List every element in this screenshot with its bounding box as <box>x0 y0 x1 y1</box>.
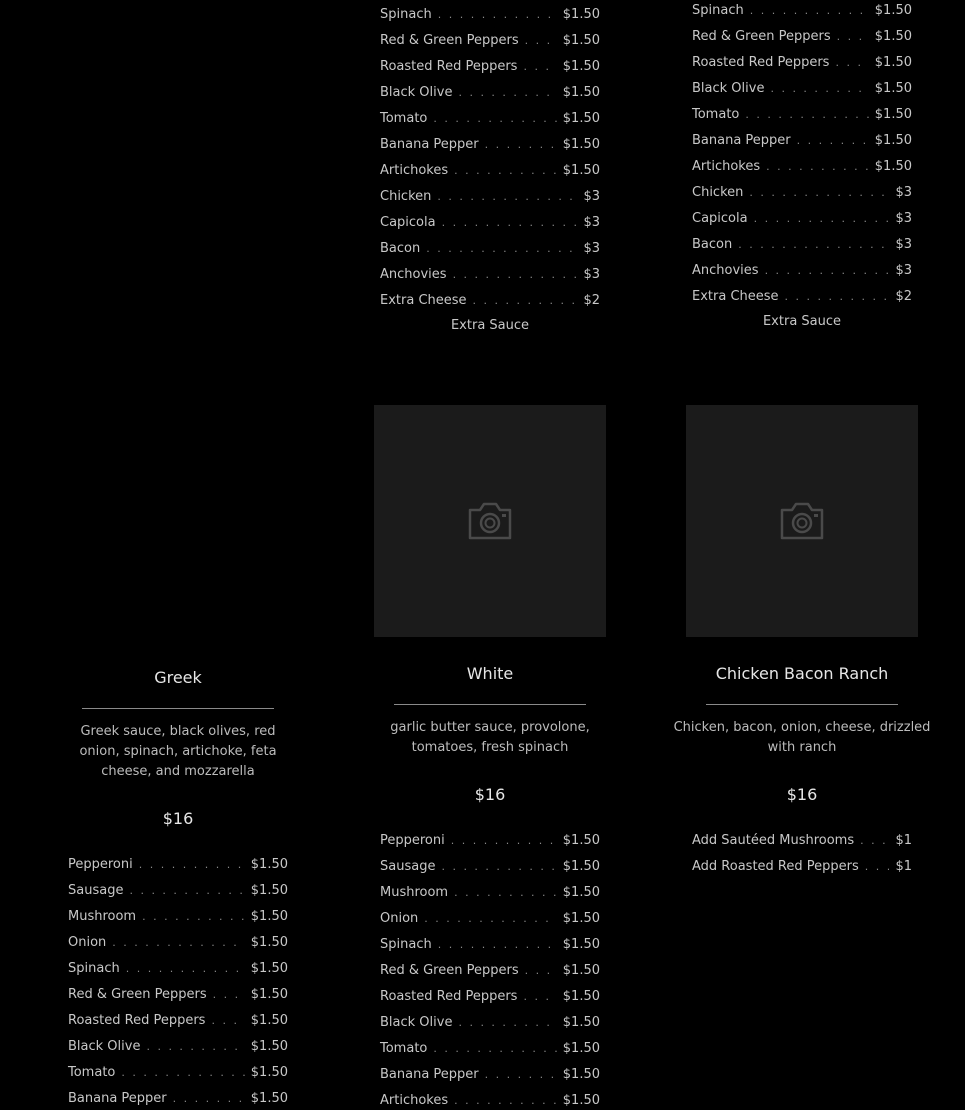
addon-price: $1.50 <box>562 1067 600 1082</box>
dot-leader <box>126 960 245 978</box>
addon-price: $1.50 <box>562 7 600 22</box>
dot-leader <box>139 856 245 874</box>
addon-name: Capicola <box>692 211 748 226</box>
addon-price: $3 <box>895 211 912 226</box>
dot-leader <box>454 162 557 180</box>
addon-name: Spinach <box>380 937 432 952</box>
addon-price: $1.50 <box>562 1015 600 1030</box>
dot-leader <box>525 32 557 50</box>
dot-leader <box>770 80 868 98</box>
dot-leader <box>211 1012 244 1030</box>
pizza-price: $16 <box>786 785 818 804</box>
addon-name: Mushroom <box>68 909 137 924</box>
addon-price: $1.50 <box>562 911 600 926</box>
addon-name: Add Sautéed Mushrooms <box>692 833 855 848</box>
addon-price: $1.50 <box>562 885 600 900</box>
addon-row <box>68 934 288 952</box>
addon-row <box>68 1064 288 1082</box>
addon-row <box>692 262 912 280</box>
divider <box>82 708 274 709</box>
dot-leader <box>785 288 890 306</box>
addon-row <box>692 28 912 46</box>
camera-icon <box>466 501 514 541</box>
addon-name: Artichokes <box>380 1093 449 1108</box>
addon-price: $3 <box>583 215 600 230</box>
addon-row <box>692 184 912 202</box>
addon-price: $2 <box>895 289 912 304</box>
dot-leader <box>433 110 556 128</box>
dot-leader <box>750 2 869 20</box>
addon-price: $1.50 <box>250 909 288 924</box>
addon-row <box>380 136 600 154</box>
addon-name: Sausage <box>68 883 124 898</box>
divider <box>394 704 586 705</box>
addon-row <box>380 110 600 128</box>
addon-name: Onion <box>68 935 107 950</box>
addon-name: Anchovies <box>380 267 447 282</box>
addon-row <box>68 1090 288 1108</box>
addon-name: Anchovies <box>692 263 759 278</box>
addon-row <box>380 240 600 258</box>
addon-row <box>68 986 288 1004</box>
addon-price: $1.50 <box>250 857 288 872</box>
addon-name: Roasted Red Peppers <box>68 1013 206 1028</box>
addon-name: Black Olive <box>380 85 453 100</box>
addon-row <box>380 988 600 1006</box>
dot-leader <box>837 28 869 46</box>
dot-leader <box>112 934 245 952</box>
addon-name: Banana Pepper <box>68 1091 167 1106</box>
addon-name: Tomato <box>380 1041 428 1056</box>
addon-row <box>380 214 600 232</box>
addon-row <box>692 288 912 306</box>
addon-price: $1 <box>895 859 912 874</box>
dot-leader <box>451 832 557 850</box>
dot-leader <box>766 158 869 176</box>
addon-row <box>692 2 912 20</box>
pizza-title: White <box>466 664 514 683</box>
addon-row <box>692 54 912 72</box>
addon-row <box>68 960 288 978</box>
addon-price: $1.50 <box>874 55 912 70</box>
addon-row <box>380 84 600 102</box>
pizza-description: Chicken, bacon, onion, cheese, drizzled with ranch <box>673 720 931 755</box>
addon-price: $1.50 <box>562 137 600 152</box>
addon-price: $1.50 <box>250 1065 288 1080</box>
addon-price: $3 <box>895 263 912 278</box>
dot-leader <box>433 1040 556 1058</box>
addon-row <box>380 832 600 850</box>
addon-price: $1.50 <box>874 81 912 96</box>
addon-row <box>692 858 912 876</box>
addon-row <box>68 882 288 900</box>
addon-row <box>380 1040 600 1058</box>
addon-price: $3 <box>583 267 600 282</box>
pizza-photo-placeholder <box>686 405 918 637</box>
addon-name: Black Olive <box>692 81 765 96</box>
addon-price: $3 <box>895 237 912 252</box>
addon-name: Pepperoni <box>68 857 133 872</box>
addon-row <box>380 884 600 902</box>
dot-leader <box>454 884 557 902</box>
dot-leader <box>473 292 578 310</box>
dot-leader <box>865 858 890 876</box>
dot-leader <box>213 986 245 1004</box>
addon-name: Roasted Red Peppers <box>380 989 518 1004</box>
addon-name: Add Roasted Red Peppers <box>692 859 859 874</box>
dot-leader <box>485 1066 557 1084</box>
addon-row <box>380 858 600 876</box>
addon-price: $1.50 <box>562 85 600 100</box>
addon-name: Chicken <box>380 189 432 204</box>
dot-leader <box>441 858 556 876</box>
dot-leader <box>754 210 890 228</box>
pizza-price: $16 <box>474 785 506 804</box>
addon-row <box>692 210 912 228</box>
addon-name: Extra Cheese <box>692 289 779 304</box>
addon-name: Sausage <box>380 859 436 874</box>
dot-leader <box>797 132 869 150</box>
addon-row <box>68 1012 288 1030</box>
dot-leader <box>458 1014 556 1032</box>
addon-price: $1.50 <box>562 859 600 874</box>
dot-leader <box>438 6 557 24</box>
addon-name: Capicola <box>380 215 436 230</box>
addon-name: Red & Green Peppers <box>380 33 519 48</box>
addon-row <box>380 162 600 180</box>
dot-leader <box>738 236 889 254</box>
addon-price: $1.50 <box>250 1013 288 1028</box>
addon-price: $1.50 <box>562 989 600 1004</box>
divider <box>706 704 898 705</box>
dot-leader <box>860 832 889 850</box>
dot-leader <box>453 266 578 284</box>
addon-name: Red & Green Peppers <box>692 29 831 44</box>
addon-price: $1.50 <box>250 935 288 950</box>
addon-row <box>380 32 600 50</box>
addon-row <box>380 1014 600 1032</box>
dot-leader <box>523 58 556 76</box>
addon-name: Spinach <box>380 7 432 22</box>
dot-leader <box>523 988 556 1006</box>
pizza-title: Greek <box>154 668 202 687</box>
addon-row <box>692 80 912 98</box>
addon-row <box>380 266 600 284</box>
addon-price: $3 <box>895 185 912 200</box>
addon-name: Spinach <box>68 961 120 976</box>
dot-leader <box>142 908 245 926</box>
dot-leader <box>765 262 890 280</box>
addon-name: Roasted Red Peppers <box>380 59 518 74</box>
addon-price: $1.50 <box>250 1039 288 1054</box>
addon-row <box>68 856 288 874</box>
addon-name: Bacon <box>380 241 421 256</box>
addon-row <box>380 1066 600 1084</box>
addon-row <box>380 936 600 954</box>
addon-row <box>380 962 600 980</box>
addon-row <box>380 58 600 76</box>
addon-name: Tomato <box>380 111 428 126</box>
dot-leader <box>426 240 577 258</box>
dot-leader <box>749 184 889 202</box>
pizza-photo-placeholder <box>374 405 606 637</box>
addon-name: Tomato <box>68 1065 116 1080</box>
addon-price: $1.50 <box>562 937 600 952</box>
camera-icon <box>778 501 826 541</box>
addon-name: Pepperoni <box>380 833 445 848</box>
addon-name: Tomato <box>692 107 740 122</box>
pizza-price: $16 <box>162 809 194 828</box>
addon-row <box>692 106 912 124</box>
addon-name: Spinach <box>692 3 744 18</box>
pizza-description: Greek sauce, black olives, red onion, spinach, artichoke, feta cheese, and mozzarella <box>79 724 277 779</box>
pizza-title: Chicken Bacon Ranch <box>715 664 889 683</box>
dot-leader <box>458 84 556 102</box>
dot-leader <box>437 188 577 206</box>
addon-price: $1.50 <box>562 1041 600 1056</box>
addon-price: $1.50 <box>250 961 288 976</box>
dot-leader <box>424 910 557 928</box>
extra-sauce-note: Extra Sauce <box>762 314 842 329</box>
dot-leader <box>173 1090 245 1108</box>
addon-row <box>692 832 912 850</box>
addon-row <box>692 236 912 254</box>
dot-leader <box>129 882 244 900</box>
addon-name: Bacon <box>692 237 733 252</box>
addon-price: $1 <box>895 833 912 848</box>
extra-sauce-note: Extra Sauce <box>450 318 530 333</box>
addon-name: Roasted Red Peppers <box>692 55 830 70</box>
pizza-description: garlic butter sauce, provolone, tomatoes, fresh spinach <box>390 720 590 755</box>
addon-name: Mushroom <box>380 885 449 900</box>
addon-price: $1.50 <box>562 59 600 74</box>
addon-name: Artichokes <box>380 163 449 178</box>
addon-price: $3 <box>583 241 600 256</box>
addon-price: $1.50 <box>562 33 600 48</box>
addon-price: $2 <box>583 293 600 308</box>
addon-name: Banana Pepper <box>380 137 479 152</box>
addon-row <box>380 1092 600 1110</box>
addon-price: $1.50 <box>562 111 600 126</box>
addon-price: $1.50 <box>250 1091 288 1106</box>
addon-price: $1.50 <box>562 833 600 848</box>
dot-leader <box>745 106 868 124</box>
addon-name: Black Olive <box>68 1039 141 1054</box>
addon-price: $1.50 <box>874 29 912 44</box>
addon-name: Extra Cheese <box>380 293 467 308</box>
addon-price: $1.50 <box>874 107 912 122</box>
addon-price: $1.50 <box>250 987 288 1002</box>
addon-name: Banana Pepper <box>692 133 791 148</box>
addon-name: Banana Pepper <box>380 1067 479 1082</box>
addon-row <box>380 6 600 24</box>
dot-leader <box>121 1064 244 1082</box>
dot-leader <box>525 962 557 980</box>
addon-name: Chicken <box>692 185 744 200</box>
dot-leader <box>485 136 557 154</box>
addon-row <box>692 132 912 150</box>
addon-row <box>68 1038 288 1056</box>
addon-row <box>380 292 600 310</box>
dot-leader <box>454 1092 557 1110</box>
addon-price: $1.50 <box>562 163 600 178</box>
dot-leader <box>146 1038 244 1056</box>
addon-row <box>380 910 600 928</box>
addon-name: Black Olive <box>380 1015 453 1030</box>
addon-name: Red & Green Peppers <box>68 987 207 1002</box>
addon-row <box>380 188 600 206</box>
dot-leader <box>442 214 578 232</box>
addon-name: Onion <box>380 911 419 926</box>
addon-price: $1.50 <box>562 1093 600 1108</box>
addon-name: Artichokes <box>692 159 761 174</box>
addon-row <box>68 908 288 926</box>
addon-price: $1.50 <box>562 963 600 978</box>
addon-price: $3 <box>583 189 600 204</box>
addon-price: $1.50 <box>874 159 912 174</box>
dot-leader <box>835 54 868 72</box>
addon-price: $1.50 <box>874 3 912 18</box>
dot-leader <box>438 936 557 954</box>
addon-name: Red & Green Peppers <box>380 963 519 978</box>
addon-price: $1.50 <box>874 133 912 148</box>
addon-row <box>692 158 912 176</box>
addon-price: $1.50 <box>250 883 288 898</box>
